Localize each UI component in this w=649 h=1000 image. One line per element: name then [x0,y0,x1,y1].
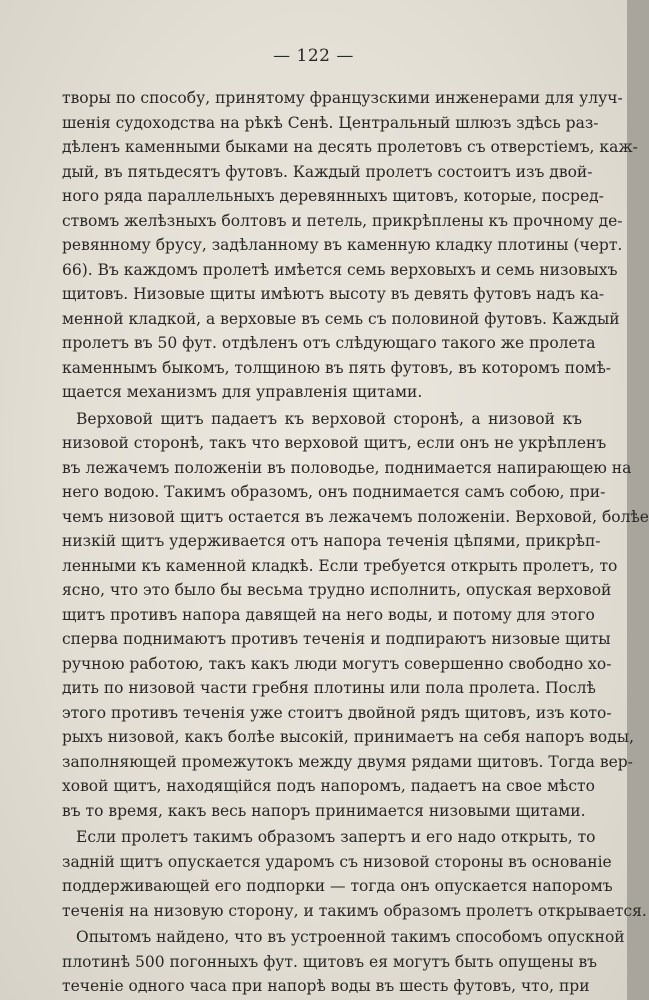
text-line: сперва поднимаютъ противъ теченія и подпираютъ низовые щиты [62,630,611,648]
text-line: щитъ противъ напора давящей на него воды, и потому для этого [62,605,595,624]
text-line: дѣленъ каменными быками на десять пролетовъ съ отверстіемъ, каж- [62,138,638,156]
paragraph-3 [62,825,647,923]
body-text [62,86,649,999]
text-line: теченія на низовую сторону, и такимъ образомъ пролетъ открывается. [62,901,647,920]
text-line: ясно, что это было бы весьма трудно исполнить, опуская верховой [62,581,612,599]
text-line: Верховой щитъ падаетъ къ верховой сторонѣ, а низовой къ [76,409,582,428]
paragraph-4 [62,925,625,999]
text-line: низкій щитъ удерживается отъ напора теченія цѣпями, прикрѣп- [62,532,601,550]
text-line: щается механизмъ для управленія щитами. [62,383,423,401]
text-line: чемъ низовой щитъ остается въ лежачемъ положеніи. Верховой, болѣе [62,507,649,526]
text-line: 66). Въ каждомъ пролетѣ имѣется семь верховыхъ и семь низовыхъ [62,260,618,279]
text-line: поддерживающей его подпорки — тогда онъ опускается напоромъ [62,877,613,895]
text-line: рыхъ низовой, какъ болѣе высокій, принимаетъ на себя напоръ воды, [62,728,635,746]
text-line: шенія судоходства на рѣкѣ Сенѣ. Центральный шлюзъ здѣсь раз- [62,113,599,132]
page-number: — 122 — [273,46,354,66]
paragraph-1 [62,86,638,405]
text-line: ленными къ каменной кладкѣ. Если требуется открыть пролетъ, то [62,556,618,575]
paragraph-2 [62,407,649,824]
text-line: задній щитъ опускается ударомъ съ низовой стороны въ основаніе [62,852,612,871]
text-line: менной кладкой, а верховые въ семь съ половиной футовъ. Каждый [62,309,620,328]
text-line: Опытомъ найдено, что въ устроенной такимъ способомъ опускной [76,928,625,946]
text-line: него водою. Такимъ образомъ, онъ поднимается самъ собою, при- [62,483,606,501]
text-line: ствомъ желѣзныхъ болтовъ и петель, прикрѣплены къ прочному де- [62,211,623,230]
text-line: щитовъ. Низовые щиты имѣютъ высоту въ девять футовъ надъ ка- [62,285,605,303]
text-line: дить по низовой части гребня плотины или пола пролета. Послѣ [62,679,596,697]
text-line: этого противъ теченія уже стоитъ двойной рядъ щитовъ, изъ кото- [62,703,612,722]
text-line: теченіе одного часа при напорѣ воды въ шесть футовъ, что, при [62,977,590,995]
text-line: Если пролетъ такимъ образомъ запертъ и его надо открыть, то [76,828,596,846]
text-line: ного ряда параллельныхъ деревянныхъ щитовъ, которые, посред- [62,187,604,205]
text-line: ручною работою, такъ какъ люди могутъ совершенно свободно хо- [62,654,612,673]
text-line: ховой щитъ, находящійся подъ напоромъ, падаетъ на свое мѣсто [62,777,595,795]
text-line: заполняющей промежутокъ между двумя рядами щитовъ. Тогда вер- [62,752,633,771]
text-line: въ то время, какъ весь напоръ принимается низовыми щитами. [62,801,586,820]
text-line: ревянному брусу, задѣланному въ каменную кладку плотины (черт. [62,236,623,254]
text-line: каменнымъ быкомъ, толщиною въ пять футовъ, въ которомъ помѣ- [62,358,612,377]
text-line: въ лежачемъ положеніи въ половодье, поднимается напирающею на [62,458,632,477]
text-line: плотинѣ 500 погонныхъ фут. щитовъ ея могутъ быть опущены въ [62,952,598,971]
text-line: дый, въ пятьдесятъ футовъ. Каждый пролетъ состоитъ изъ двой- [62,162,593,181]
text-line: низовой сторонѣ, такъ что верховой щитъ, если онъ не укрѣпленъ [62,434,607,452]
text-line: пролетъ въ 50 фут. отдѣленъ отъ слѣдующаго такого же пролета [62,334,596,352]
text-line: творы по способу, принятому французскими инженерами для улуч- [62,89,623,107]
